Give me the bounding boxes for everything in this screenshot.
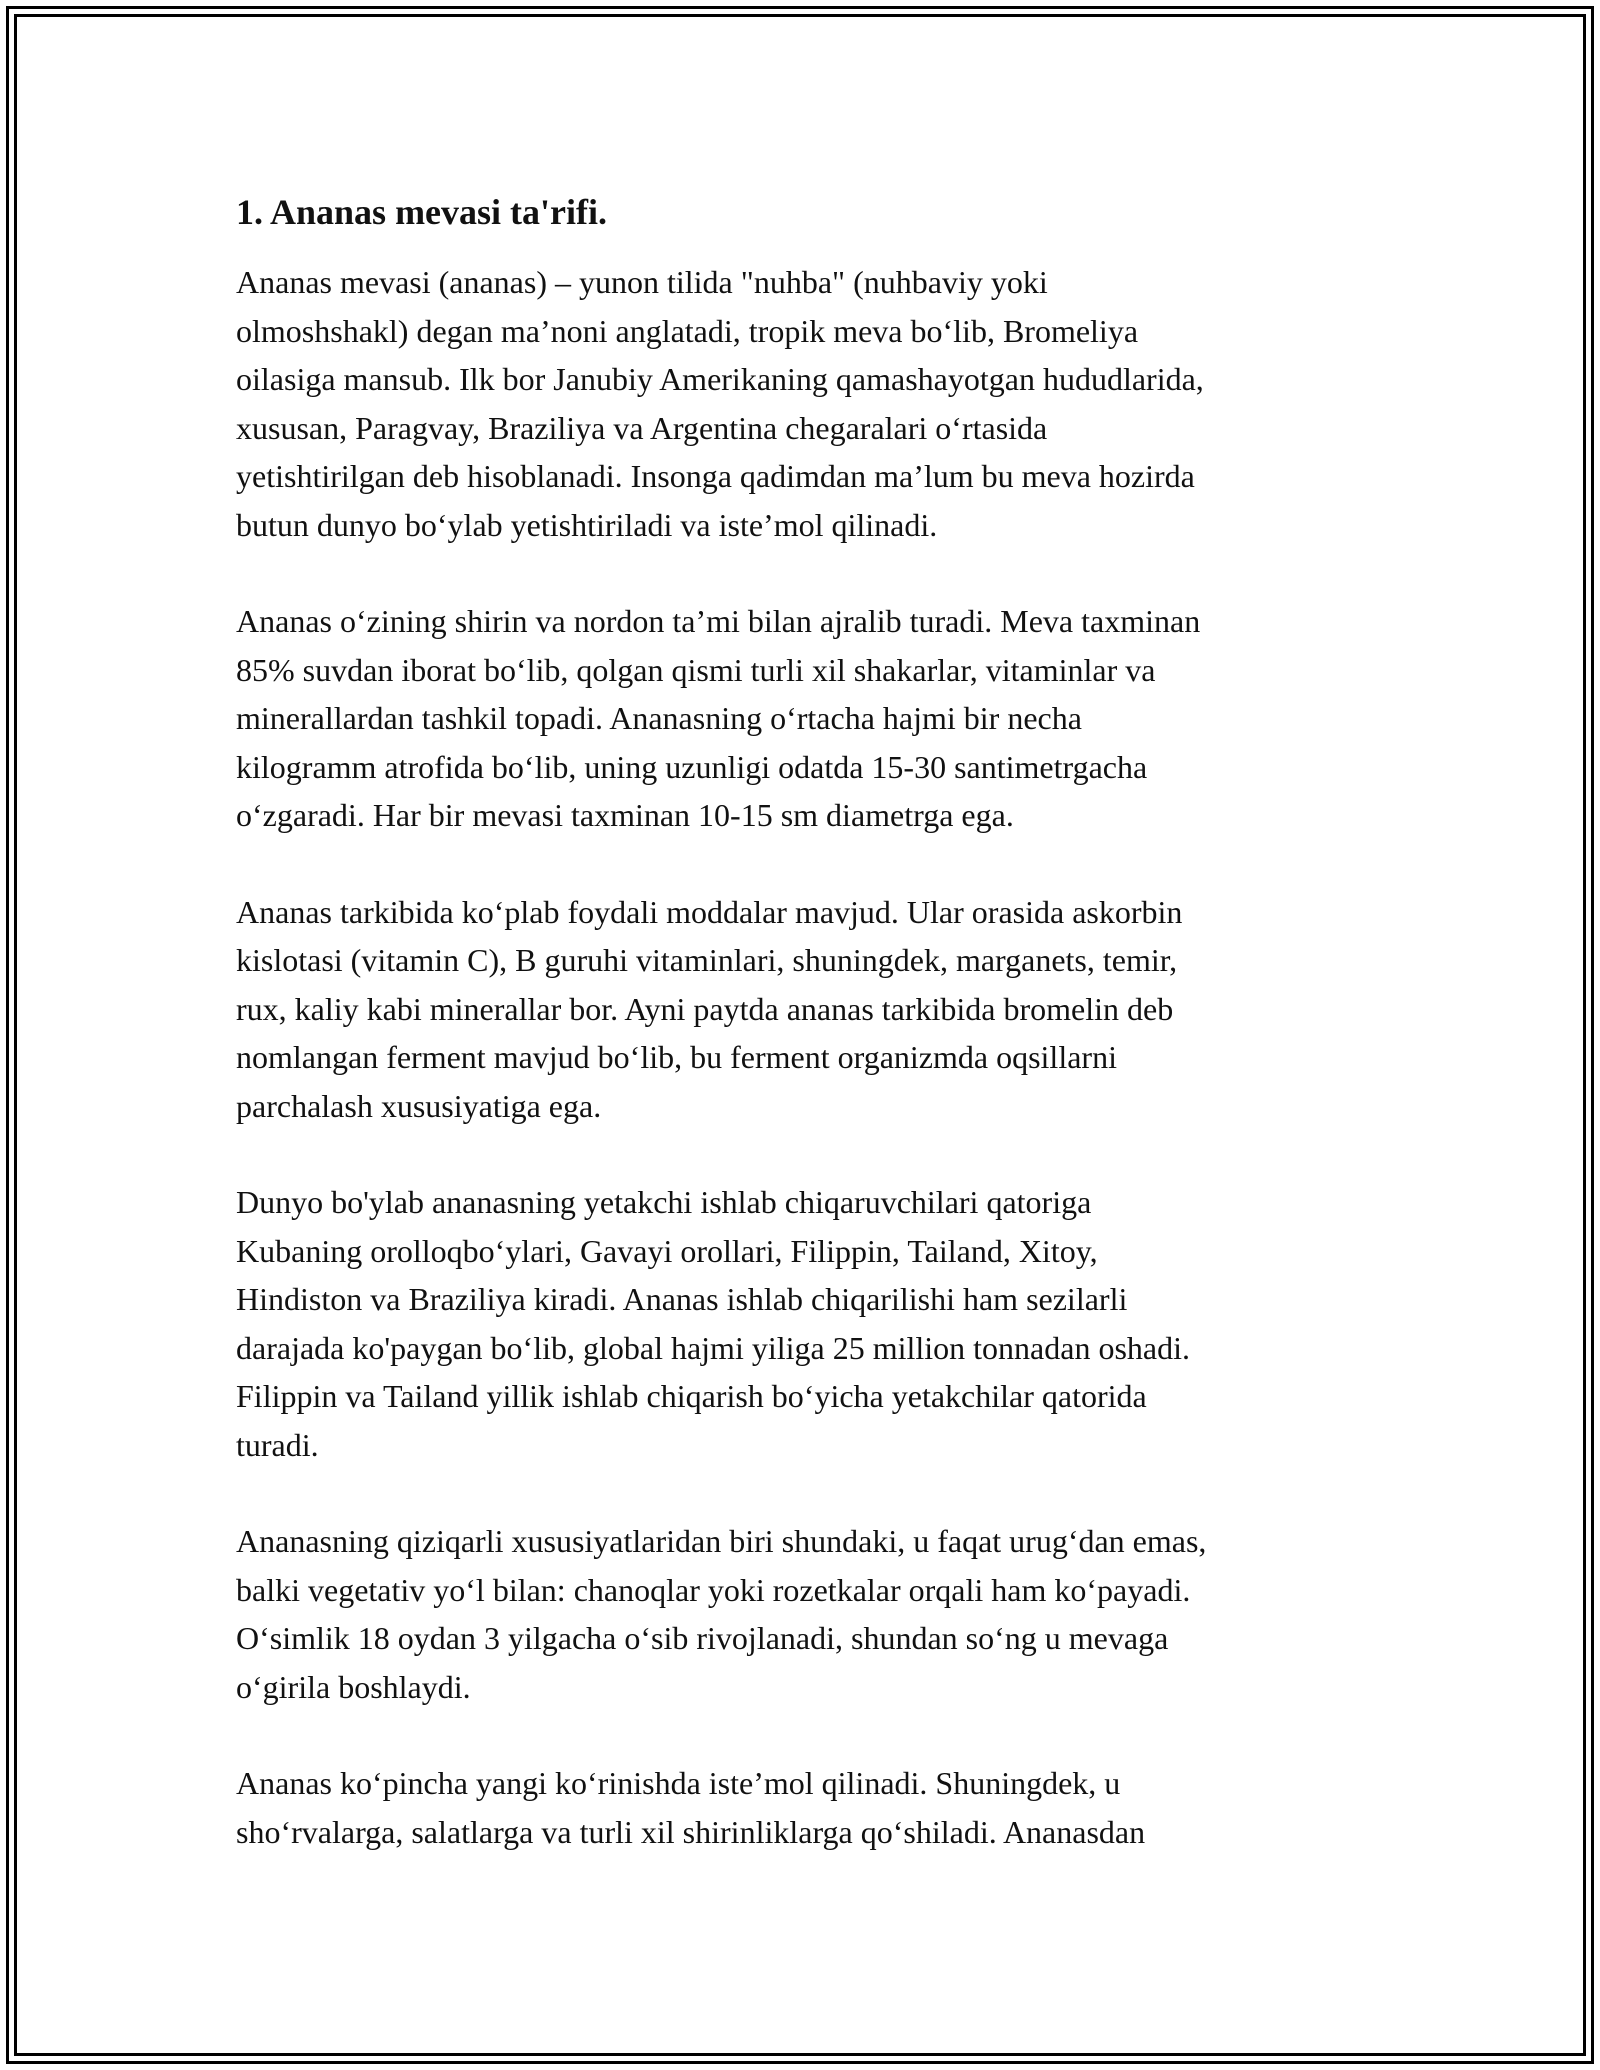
text-line: turadi. [236, 1426, 319, 1463]
text-line: Ananas mevasi (ananas) – yunon tilida "nuhba" (nuhbaviy yoki [236, 264, 1048, 300]
document-body [236, 188, 1376, 1904]
text-line: minerallardan tashkil topadi. Ananasning o‘rtacha hajmi bir necha [236, 700, 1082, 736]
paragraph-4 [236, 1178, 1376, 1469]
text-line: kislotasi (vitamin C), B guruhi vitaminlari, shuningdek, marganets, temir, [236, 942, 1178, 978]
text-line: rux, kaliy kabi minerallar bor. Ayni paytda ananas tarkibida bromelin deb [236, 990, 1174, 1027]
text-line: Ananasning qiziqarli xususiyatlaridan biri shundaki, u faqat urug‘dan emas, [236, 1523, 1207, 1559]
paragraph-2 [236, 597, 1376, 840]
text-line: O‘simlik 18 oydan 3 yilgacha o‘sib rivojlanadi, shundan so‘ng u mevaga [236, 1620, 1169, 1656]
text-line: darajada ko'paygan bo‘lib, global hajmi yiliga 25 million tonnadan oshadi. [236, 1329, 1190, 1366]
text-line: xususan, Paragvay, Braziliya va Argentina chegaralari o‘rtasida [236, 409, 1048, 446]
paragraph-5 [236, 1517, 1376, 1711]
text-line: butun dunyo bo‘ylab yetishtiriladi va iste’mol qilinadi. [236, 506, 938, 543]
paragraph-1 [236, 258, 1376, 549]
text-line: sho‘rvalarga, salatlarga va turli xil shirinliklarga qo‘shiladi. Ananasdan [236, 1813, 1146, 1850]
text-line: o‘zgaradi. Har bir mevasi taxminan 10-15 sm diametrga ega. [236, 797, 1014, 833]
text-line: Filippin va Tailand yillik ishlab chiqarish bo‘yicha yetakchilar qatorida [236, 1378, 1147, 1414]
text-line: kilogramm atrofida bo‘lib, uning uzunligi odatda 15-30 santimetrgacha [236, 748, 1148, 785]
text-line: nomlangan ferment mavjud bo‘lib, bu ferment organizmda oqsillarni [236, 1039, 1117, 1075]
text-line: o‘girila boshlaydi. [236, 1668, 471, 1705]
text-line: yetishtirilgan deb hisoblanadi. Insonga qadimdan ma’lum bu meva hozirda [236, 458, 1195, 494]
text-line: Ananas o‘zining shirin va nordon ta’mi bilan ajralib turadi. Meva taxminan [236, 603, 1201, 639]
section-heading: 1. Ananas mevasi ta'rifi. [236, 192, 608, 232]
paragraph-3 [236, 888, 1376, 1131]
text-line: olmoshshakl) degan ma’noni anglatadi, tropik meva bo‘lib, Bromeliya [236, 312, 1139, 349]
text-line: Kubaning orolloqbo‘ylari, Gavayi orollari, Filippin, Tailand, Xitoy, [236, 1232, 1098, 1269]
text-line: Ananas tarkibida ko‘plab foydali moddalar mavjud. Ular orasida askorbin [236, 893, 1183, 930]
text-line: parchalash xususiyatiga ega. [236, 1087, 602, 1124]
text-line: oilasiga mansub. Ilk bor Janubiy Amerikaning qamashayotgan hududlarida, [236, 361, 1204, 397]
text-line: 85% suvdan iborat bo‘lib, qolgan qismi turli xil shakarlar, vitaminlar va [236, 651, 1156, 688]
text-line: Dunyo bo'ylab ananasning yetakchi ishlab chiqaruvchilari qatoriga [236, 1184, 1092, 1220]
text-line: Hindiston va Braziliya kiradi. Ananas ishlab chiqarilishi ham sezilarli [236, 1281, 1128, 1317]
text-line: Ananas ko‘pincha yangi ko‘rinishda iste’mol qilinadi. Shuningdek, u [236, 1765, 1121, 1801]
text-line: balki vegetativ yo‘l bilan: chanoqlar yoki rozetkalar orqali ham ko‘payadi. [236, 1571, 1191, 1608]
paragraph-6 [236, 1759, 1376, 1856]
